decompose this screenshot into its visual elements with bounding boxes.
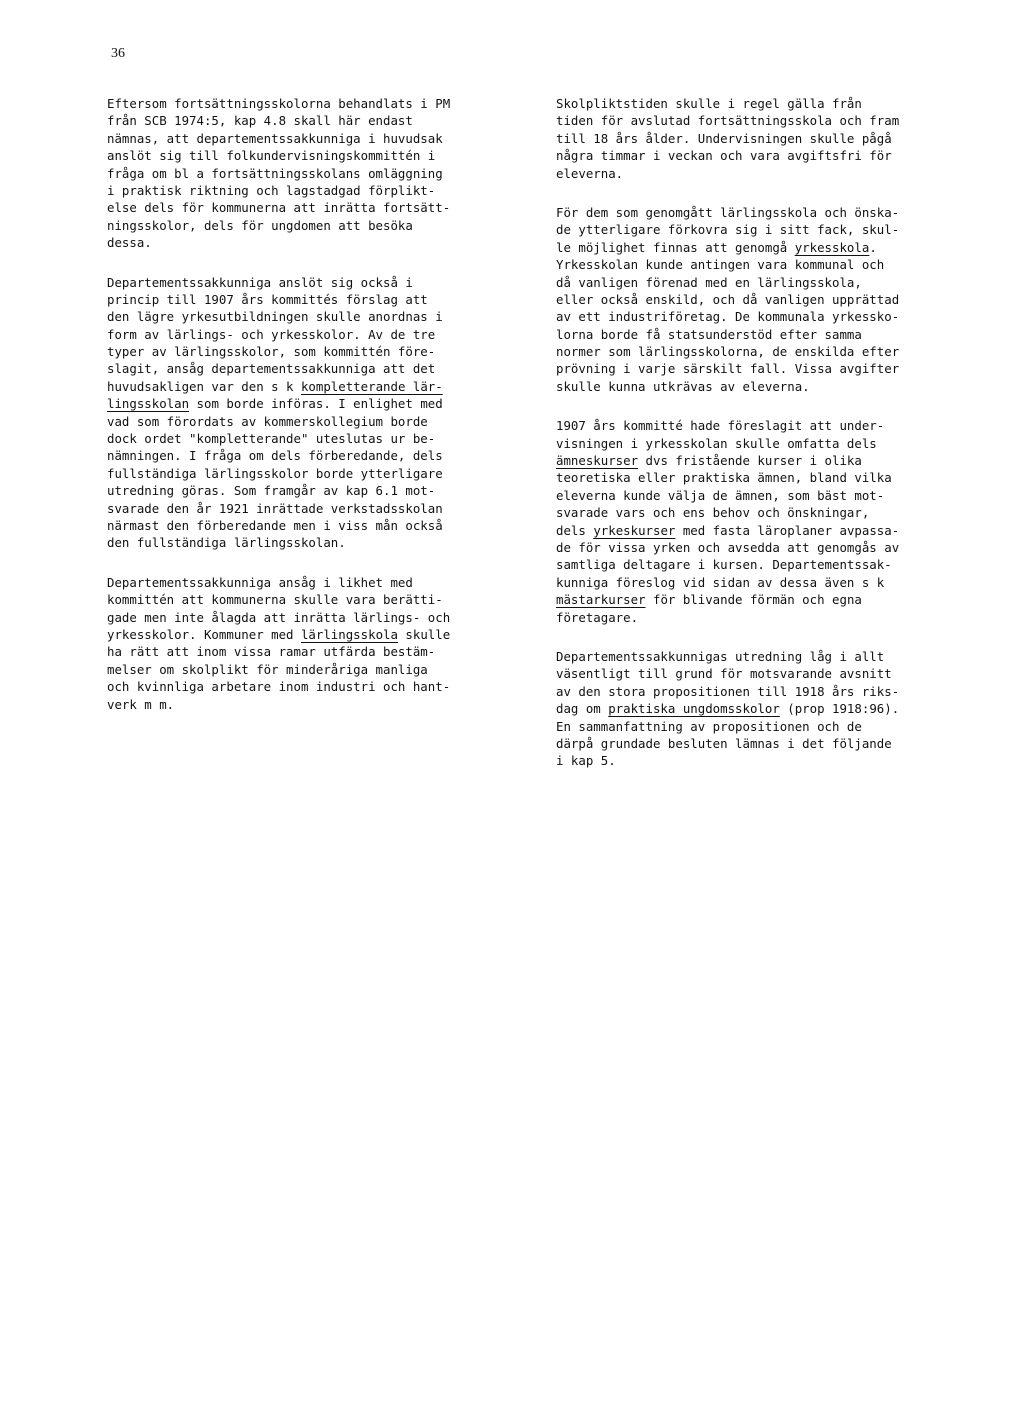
text-segment: fråga om bl a fortsättningsskolans omläggning — [107, 165, 443, 181]
text-line — [107, 678, 527, 695]
text-line — [107, 500, 527, 517]
paragraph — [556, 95, 976, 182]
text-line — [556, 95, 976, 112]
text-line — [107, 360, 527, 377]
text-segment: normer som lärlingsskolorna, de enskilda efter — [556, 344, 900, 360]
text-segment: anslöt sig till folkundervisningskommittén i — [107, 148, 436, 164]
text-line — [556, 130, 976, 147]
text-line — [556, 752, 976, 769]
text-segment: svarade vars och ens behov och önskningar, — [556, 505, 870, 521]
text-segment: huvudsakligen var den s k — [107, 378, 301, 394]
text-segment: (prop 1918:96). — [779, 701, 900, 717]
text-line — [107, 696, 527, 713]
text-segment: nämningen. I fråga om dels förberedande, dels — [107, 448, 443, 464]
text-segment: princip till 1907 års kommittés förslag att — [107, 291, 428, 307]
text-line — [556, 735, 976, 752]
text-line — [556, 700, 976, 717]
text-segment: nämnas, att departementssakkunniga i huvudsak — [107, 130, 443, 146]
text-line — [107, 130, 527, 147]
text-segment: fullständiga lärlingsskolor borde ytterligare — [107, 465, 443, 481]
text-segment: ha rätt att inom vissa ramar utfärda bestäm- — [107, 644, 436, 660]
text-line — [556, 204, 976, 221]
text-line — [556, 718, 976, 735]
text-line — [107, 430, 527, 447]
text-line — [107, 343, 527, 360]
text-line — [107, 574, 527, 591]
underlined-term: lingsskolan — [107, 396, 190, 412]
text-line — [556, 326, 976, 343]
underlined-term: mästarkurser — [556, 592, 646, 608]
text-line — [107, 217, 527, 234]
text-line — [556, 147, 976, 164]
text-line — [107, 447, 527, 464]
text-segment: melser om skolplikt för minderåriga manliga — [107, 661, 428, 677]
paragraph — [107, 274, 527, 552]
text-segment: ningsskolor, dels för ungdomen att besöka — [107, 217, 413, 233]
paragraph — [107, 574, 527, 713]
text-line — [107, 291, 527, 308]
text-line — [107, 308, 527, 325]
text-segment: därpå grundade besluten lämnas i det följande — [556, 735, 892, 751]
text-line — [107, 112, 527, 129]
text-segment: dessa. — [107, 235, 152, 251]
text-line — [107, 182, 527, 199]
text-line — [107, 643, 527, 660]
text-segment: yrkesskolor. Kommuner med — [107, 626, 301, 642]
text-segment: typer av lärlingsskolor, som kommittén före- — [107, 344, 436, 360]
text-segment: vad som förordats av kommerskollegium borde — [107, 413, 428, 429]
text-segment: dag om — [556, 701, 609, 717]
text-segment: Skolpliktstiden skulle i regel gälla från — [556, 96, 862, 111]
text-segment: visningen i yrkesskolan skulle omfatta dels — [556, 435, 877, 451]
text-line — [107, 482, 527, 499]
text-segment: skulle kunna utkrävas av eleverna. — [556, 378, 810, 394]
text-segment: lorna borde få statsunderstöd efter samma — [556, 326, 862, 342]
text-line — [556, 683, 976, 700]
text-line — [556, 221, 976, 238]
text-line — [107, 626, 527, 643]
text-segment: den fullständiga lärlingsskolan. — [107, 535, 346, 551]
text-line — [556, 665, 976, 682]
text-line — [556, 165, 976, 182]
underlined-term: yrkeskurser — [593, 522, 676, 538]
text-line — [556, 112, 976, 129]
text-line — [556, 522, 976, 539]
text-line — [107, 413, 527, 430]
text-segment: med fasta läroplaner avpassa- — [675, 522, 900, 538]
left-column — [107, 95, 527, 735]
text-line — [556, 504, 976, 521]
text-segment: väsentligt till grund för motsvarande avsnitt — [556, 666, 892, 682]
text-line — [556, 556, 976, 573]
text-segment: teoretiska eller praktiska ämnen, bland vilka — [556, 470, 892, 486]
page-number: 36 — [111, 46, 125, 61]
paragraph — [107, 95, 527, 252]
text-segment: som borde införas. I enlighet med — [189, 396, 443, 412]
text-line — [107, 591, 527, 608]
text-line — [556, 487, 976, 504]
text-segment: samtliga deltagare i kursen. Departementssak- — [556, 557, 892, 573]
text-line — [556, 308, 976, 325]
text-segment: kunniga föreslog vid sidan av dessa även s k — [556, 574, 885, 590]
text-segment: För dem som genomgått lärlingsskola och önska- — [556, 204, 900, 220]
text-line — [107, 378, 527, 395]
text-segment: i kap 5. — [556, 753, 616, 769]
text-segment: tiden för avslutad fortsättningsskola och fram — [556, 113, 900, 129]
text-line — [107, 609, 527, 626]
text-segment: och kvinnliga arbetare inom industri och hant- — [107, 679, 451, 695]
text-segment: kommittén att kommunerna skulle vara berätti- — [107, 592, 443, 608]
text-segment: Eftersom fortsättningsskolorna behandlats i PM — [107, 96, 451, 111]
paragraph — [556, 204, 976, 395]
text-segment: de för vissa yrken och avsedda att genomgås av — [556, 539, 900, 555]
text-line — [556, 291, 976, 308]
text-segment: verk m m. — [107, 696, 175, 712]
text-line — [107, 95, 527, 112]
text-segment: gade men inte ålagda att inrätta lärlings- och — [107, 609, 451, 625]
text-line — [107, 395, 527, 412]
text-segment: En sammanfattning av propositionen och de — [556, 718, 862, 734]
text-segment: form av lärlings- och yrkesskolor. Av de tre — [107, 326, 436, 342]
text-line — [107, 274, 527, 291]
text-line — [107, 534, 527, 551]
text-line — [107, 326, 527, 343]
text-segment: dock ordet "kompletterande" uteslutas ur be- — [107, 431, 436, 447]
text-line — [556, 256, 976, 273]
right-column — [556, 95, 976, 792]
text-segment: le möjlighet finnas att genomgå — [556, 239, 795, 255]
text-segment: svarade den år 1921 inrättade verkstadsskolan — [107, 500, 443, 516]
text-segment: Departementssakkunniga anslöt sig också i — [107, 274, 413, 290]
text-segment: eleverna kunde välja de ämnen, som bäst mot- — [556, 487, 885, 503]
text-line — [556, 452, 976, 469]
text-line — [107, 234, 527, 251]
text-segment: den lägre yrkesutbildningen skulle anordnas i — [107, 309, 443, 325]
text-segment: eleverna. — [556, 165, 624, 181]
text-segment: 1907 års kommitté hade föreslagit att under- — [556, 418, 885, 434]
text-line — [107, 661, 527, 678]
paragraph — [556, 648, 976, 770]
paragraph — [556, 417, 976, 626]
underlined-term: ämneskurser — [556, 453, 639, 469]
text-segment: skulle — [397, 626, 451, 642]
text-line — [556, 591, 976, 608]
text-line — [556, 417, 976, 434]
text-segment: några timmar i veckan och vara avgiftsfri för — [556, 148, 892, 164]
text-line — [556, 360, 976, 377]
underlined-term: kompletterande lär- — [300, 378, 443, 394]
text-line — [556, 539, 976, 556]
text-segment: prövning i varje särskilt fall. Vissa avgifter — [556, 361, 900, 377]
text-segment: de ytterligare förkovra sig i sitt fack, skul- — [556, 222, 900, 238]
text-line — [107, 465, 527, 482]
text-segment: Yrkesskolan kunde antingen vara kommunal och — [556, 257, 885, 273]
underlined-term: praktiska ungdomsskolor — [608, 701, 780, 717]
text-segment: dvs fristående kurser i olika — [638, 453, 862, 469]
text-segment: dels — [556, 522, 594, 538]
text-segment: företagare. — [556, 609, 639, 625]
text-segment: . — [869, 239, 877, 255]
text-line — [107, 147, 527, 164]
text-segment: av ett industriföretag. De kommunala yrkessko- — [556, 309, 900, 325]
text-line — [556, 469, 976, 486]
text-line — [107, 199, 527, 216]
text-line — [556, 239, 976, 256]
text-line — [556, 343, 976, 360]
text-line — [107, 517, 527, 534]
text-segment: Departementssakkunniga ansåg i likhet med — [107, 574, 413, 590]
text-line — [556, 648, 976, 665]
text-segment: då vanligen förenad med en lärlingsskola, — [556, 274, 862, 290]
text-segment: av den stora propositionen till 1918 års riks- — [556, 683, 900, 699]
text-line — [556, 435, 976, 452]
text-segment: eller också enskild, och då vanligen upprättad — [556, 291, 900, 307]
text-line — [556, 609, 976, 626]
underlined-term: yrkesskola — [794, 239, 870, 255]
text-segment: till 18 års ålder. Undervisningen skulle pågå — [556, 130, 892, 146]
text-segment: för blivande förmän och egna — [645, 592, 862, 608]
text-segment: närmast den förberedande men i viss mån också — [107, 517, 443, 533]
text-line — [107, 165, 527, 182]
text-segment: else dels för kommunerna att inrätta fortsätt- — [107, 200, 451, 216]
underlined-term: lärlingsskola — [300, 626, 398, 642]
text-line — [556, 378, 976, 395]
text-segment: utredning göras. Som framgår av kap 6.1 mot- — [107, 483, 436, 499]
text-segment: Departementssakkunnigas utredning låg i allt — [556, 648, 885, 664]
text-line — [556, 574, 976, 591]
text-segment: i praktisk riktning och lagstadgad förplikt- — [107, 182, 436, 198]
text-segment: slagit, ansåg departementssakkunniga att det — [107, 361, 436, 377]
text-segment: från SCB 1974:5, kap 4.8 skall här endast — [107, 113, 413, 129]
text-line — [556, 274, 976, 291]
